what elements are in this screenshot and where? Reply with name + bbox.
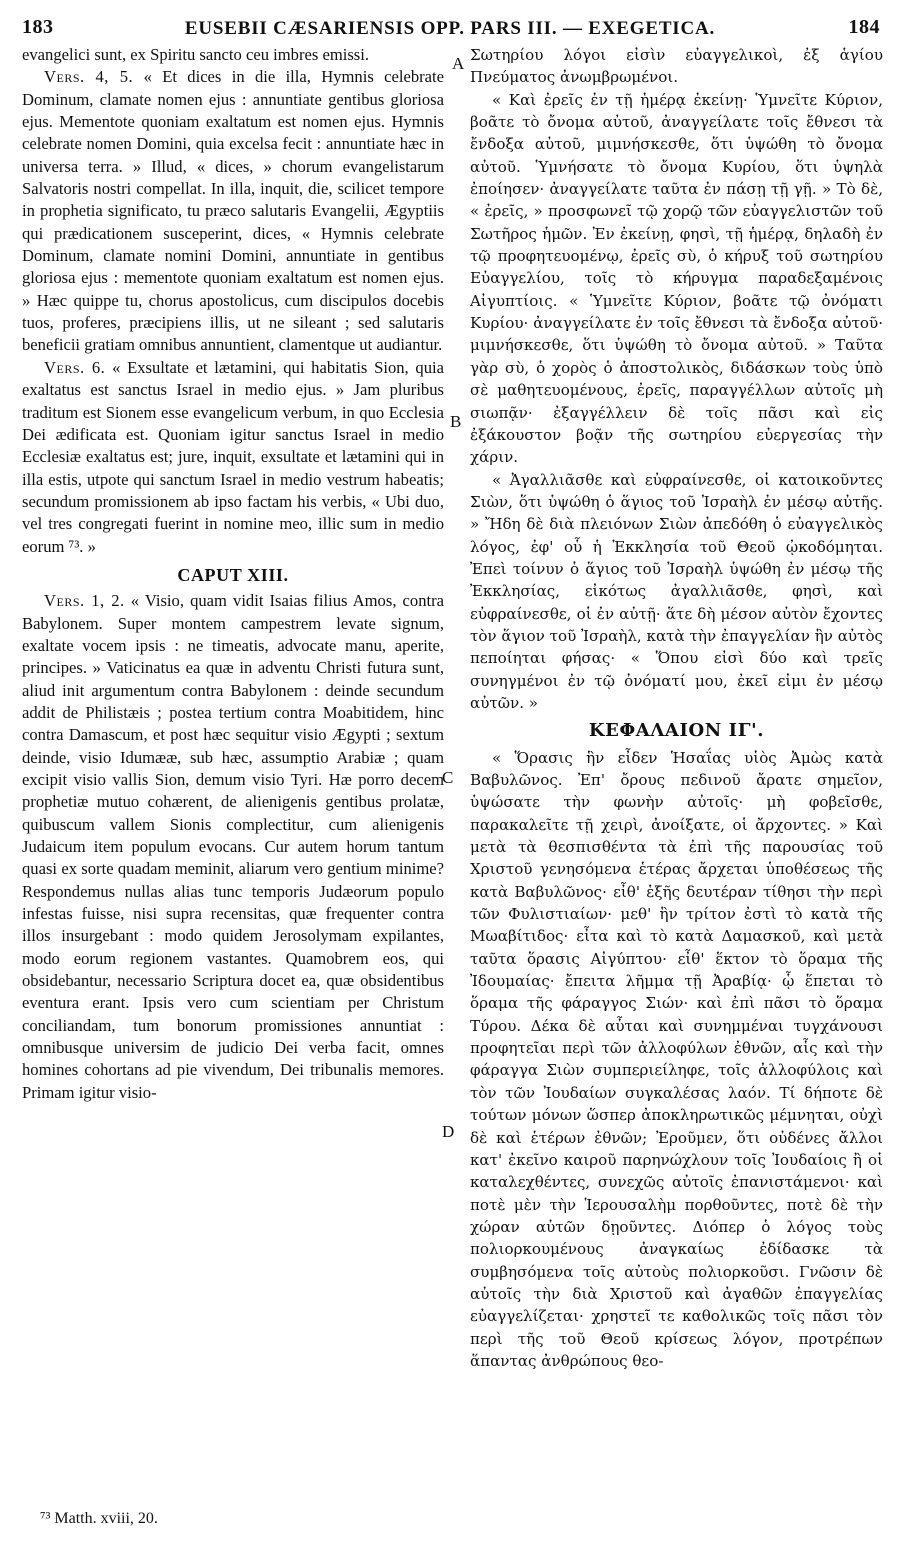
greek-paragraph: « Καὶ ἐρεῖς ἐν τῇ ἡμέρᾳ ἐκείνῃ· Ὑμνεῖτε Κύριον, βοᾶτε τὸ ὄνομα αὐτοῦ, ἀναγγείλατε τοῖς ἔθνεσι τὰ ἔνδοξα αὐτοῦ, μιμνήσκεσθε, ὅτι ὑψώθη τὸ ὄνομα αὐτοῦ. Ὑμνήσατε τὸ ὄνομα Κυρίου, ὅτι ὑψηλὰ ἐποίησεν· ἀναγγείλατε ταῦτα ἐν πάσῃ τῇ γῇ. » Τὸ δὲ, « ἐρεῖς, » προσφωνεῖ τῷ χορῷ τῶν εὐαγγελιστῶν τοῦ Σωτῆρος ἡμῶν. Ἐν ἐκείνῃ, φησὶ, τῇ ἡμέρᾳ, δηλαδὴ ἐν τῷ προφητευομένῳ, ἐρεῖς σὺ, ὁ κήρυξ τοῦ σωτηρίου Εὐαγγελίου, τοῖς τὸ κήρυγμα παραδεξαμένοις Αἰγυπτίοις. « Ὑμνεῖτε Κύριον, βοᾶτε τῷ ὀνόματι Κυρίου· ἀναγγείλατε ἐν τοῖς ἔθνεσι τὰ ἔνδοξα αὐτοῦ· μιμνήσκεσθε, ὅτι ὑψώθη τὸ ὄνομα αὐτοῦ. » Ταῦτα γὰρ σὺ, ὁ χορὸς ὁ ἀποστολικὸς, διδάσκων τοὺς ὑπὸ σὲ μαθητευομένους, ἐρεῖς, παραγγέλλων αὐτοῖς μὴ σιωπᾷν· ἐξαγγέλλειν δὲ τοῖς πᾶσι καὶ εἰς ἐξάκουστον βοᾷν τῆς σωτηρίου εὐεργεσίας τὴν χάριν. (470, 90, 883, 467)
footnote: ⁷³ Matth. xviii, 20. (40, 1510, 158, 1527)
running-head (0, 14, 904, 42)
chapter-heading-greek: ΚΕΦΑΛΑΙΟΝ ΙΓ'. (588, 720, 765, 742)
greek-paragraph: « Ἀγαλλιᾶσθε καὶ εὐφραίνεσθε, οἱ κατοικοῦντες Σιὼν, ὅτι ὑψώθη ὁ ἅγιος τοῦ Ἰσραὴλ ἐν μέσῳ αὐτῆς. » Ἤδη δὲ διὰ πλειόνων Σιὼν ἀπεδόθη ὁ εὐαγγελικὸς λόγος, ἐφ' οὗ ἡ Ἐκκλησία τοῦ Θεοῦ ᾠκοδόμηται. Ἐπεὶ τοίνυν ὁ ἅγιος τοῦ Ἰσραὴλ ὑψώθη ἐν μέσῳ τῆς Ἐκκλησίας, εἰκότως ἀγαλλιᾶσθε, φησὶ, καὶ εὐφραίνεσθε, οἱ ἐν αὐτῇ· ἅτε δὴ μέσον αὐτὸν ἔχοντες τὸν ἅγιον τοῦ Ἰσραὴλ, κατὰ τὴν ἐπαγγελίαν ἣν αὐτὸς πεποίηται φήσας· « Ὅπου εἰσὶ δύο καὶ τρεῖς συνηγμένοι ἐν τῷ ὀνόματί μου, ἐκεῖ εἰμι ἐν μέσῳ αὐτῶν. » (470, 470, 883, 712)
margin-letter-d: D (442, 1122, 455, 1141)
margin-letter-c: C (442, 768, 454, 787)
verse-label: Vers. 4, 5. (44, 67, 134, 87)
latin-paragraph: evangelici sunt, ex Spiritu sancto ceu imbres emissi. (22, 45, 370, 64)
page-number-left: 183 (22, 16, 54, 38)
page-number-right: 184 (848, 16, 880, 38)
verse-label: Vers. 1, 2. (44, 591, 125, 611)
latin-text: « Visio, quam vidit Isaias filius Amos, contra Babylonem. Super montem campestrem levate signum, exaltate vocem ipsis : ne timeatis, advocate manu, aperite, principes. » Vaticinatus ea quæ in adventu Christi futura sunt, aliud init argumentum contra Babylonem : deinde secundum addit de Philistæis ; postea tertium contra Moabitidem, hinc contra Damascum, et post hæc sequitur visio Ægypti ; sextum deinde, visio Idumææ, sub hæc, assumptio Arabiæ ; quam excipit visio vallis Sion, demum visio Tyri. Hæ porro decem prophetiæ mutuo cohærent, de alienigenis gentibus prolatæ, quibuscum vallem Sionis complectitur, cum alienigenis Judaicum item populum evocans. Cur autem horum tantum quasi ex sorte quadam meminit, aliarum vero gentium minime? Respondemus nullas alias tunc temporis Judæorum populo infestas fuisse, nisi supra recensitas, quæ frequenter contra illos insurgebant : modo quidem Jerosolymam expilantes, modo eorum regionem vastantes. Quamobrem eos, qui obsidebantur, necessario Scriptura docet ea, quæ obsidentibus eventura erant. Ipsis vero cum scientiam per Christum conciliandam, tum bonorum promissiones annuntiat : omnibusque universim de judicio Dei verba facit, omnes homines cohortans ad pie vivendum, Dei tribunalis memores. Primam igitur visio- (22, 591, 445, 1102)
margin-letter-b: B (450, 412, 462, 431)
running-title: EUSEBII CÆSARIENSIS OPP. PARS III. — EXEGETICA. (184, 18, 716, 39)
margin-letter-a: A (452, 54, 465, 73)
latin-text: « Exsultate et lætamini, qui habitatis Sion, quia exaltatus est sanctus Israel in medio ejus. » Jam pluribus traditum est Sionem esse evangelicum verbum, in quo Ecclesia Dei ædificata est. Quoniam igitur sanctus Israel in medio Ecclesiæ exaltatus est; jure, inquit, exsultate et lætamini qui in illa estis, utpote qui sanctum Israel in medio vestrum habeatis; secundum promissionem ab ipso factam his verbis, « Ubi duo, vel tres congregati fuerint in nomine meo, illic sum in medio eorum ⁷³. » (22, 357, 444, 556)
verse-label: Vers. 6. (44, 357, 106, 377)
greek-column (470, 44, 883, 1372)
latin-paragraph (22, 590, 444, 1104)
latin-text: « Et dices in die illa, Hymnis celebrate Dominum, clamate nomen ejus : annuntiate gentibus gloriosa ejus. Mementote quoniam exaltatum est nomen ejus. Hymnis celebrate nomen Domini, quia excelsa fecit : annuntiate hæc in universa terra. » Illud, « dices, » chorum evangelistarum Salvatoris nostri compellat. In illa, inquit, die, scilicet tempore in prophetia significato, tu præco salutaris Evangelii, Ægyptiis qui prædicationem susceperint, dices, « Hymnis celebrate Dominum, clamate nomini Domini, annuntiate in gentibus gloriosa ejus : mementote quoniam exaltatum est nomen ejus. » Hæc quippe tu, chorus apostolicus, cum discipulos docebis tuos, proferes, præcipiens illis, ut ne sileant ; sed salutaris beneficii gratiam omnibus annuntient, clamentque ut audiantur. (22, 67, 445, 355)
chapter-heading-latin: CAPUT XIII. (177, 564, 289, 585)
greek-paragraph: Σωτηρίου λόγοι εἰσὶν εὐαγγελικοὶ, ἐξ ἁγίου Πνεύματος ἀνωμβρωμένοι. (470, 46, 883, 87)
latin-paragraph (22, 66, 444, 356)
latin-column (22, 44, 444, 1104)
greek-paragraph: « Ὅρασις ἣν εἶδεν Ἡσαΐας υἱὸς Ἀμὼς κατὰ Βαβυλῶνος. Ἐπ' ὄρους πεδινοῦ ἄρατε σημεῖον, ὑψώσατε τὴν φωνὴν αὐτοῖς· μὴ φοβεῖσθε, παρακαλεῖτε τῇ χειρὶ, ἀνοίξατε, οἱ ἄρχοντες. » Καὶ μετὰ τὰ θεσπισθέντα τὰ ἐπὶ τῆς παρουσίας τοῦ Χριστοῦ γενησόμενα ἑτέρας ἄρχεται ὑποθέσεως τῆς κατὰ Βαβυλῶνος· εἶθ' ἑξῆς δευτέραν τίθησι τὴν περὶ τῶν Φυλιστιαίων· μεθ' ἣν τρίτον ἐστὶ τὸ κατὰ τῆς Μωαβίτιδος· εἶτα καὶ τὸ κατὰ Δαμασκοῦ, καὶ μετὰ ταῦτα ὅρασις Αἰγύπτου· εἶθ' ἕκτον τὸ ὅραμα τῆς Ἰδουμαίας· ἔπειτα λῆμμα τῇ Ἀραβίᾳ· ᾧ ἕπεται τὸ ὅραμα τῆς φάραγγος Σιών· καὶ ἐπὶ πᾶσι τὸ ὅραμα Τύρου. Δέκα δὲ αὗται καὶ συνημμέναι τυγχάνουσι προφητεῖαι περὶ τῶν ἀλλοφύλων ἐθνῶν, αἷς καὶ τὴν φάραγγα Σιὼν συμπεριείληφε, τοῖς ἀλλοφύλοις καὶ τὸν τῶν Ἰουδαίων συγκαλέσας λαόν. Τί δήποτε δὲ τούτων μόνων ὥσπερ ἀποκληρωτικῶς μέμνηται, οὐχὶ δὲ καὶ ἑτέρων ἐθνῶν; Ἐροῦμεν, ὅτι οὐδένες ἄλλοι κατ' ἐκεῖνο καιροῦ παρηνώχλουν τοῖς Ἰουδαίοις ἢ οἱ καταλεχθέντες, συνεχῶς αὐτοῖς ἐπανιστάμενοι· καὶ ποτὲ μὲν τὴν Ἱερουσαλὴμ πορθοῦντες, ποτὲ δὲ τὴν χώραν αὐτῶν δῃοῦντες. Διόπερ ὁ λόγος τοὺς πολιορκουμένους ἀναγκαίως ἐδίδασκε τὰ συμβησόμενα τοῖς αὐτοὺς πολιορκοῦσι. Γνῶσιν δὲ αὐτοῖς τὴν διὰ Χριστοῦ καὶ ἀγαθῶν ἐπαγγελίας εὐαγγελίζεται· χρηστεῖ τε καθολικῶς τοῖς πᾶσι τὸν περὶ τῆς τοῦ Θεοῦ κρίσεως λόγον, προτρέπων ἅπαντας ἀνθρώπους θεο- (470, 748, 883, 1370)
latin-paragraph (22, 357, 444, 558)
